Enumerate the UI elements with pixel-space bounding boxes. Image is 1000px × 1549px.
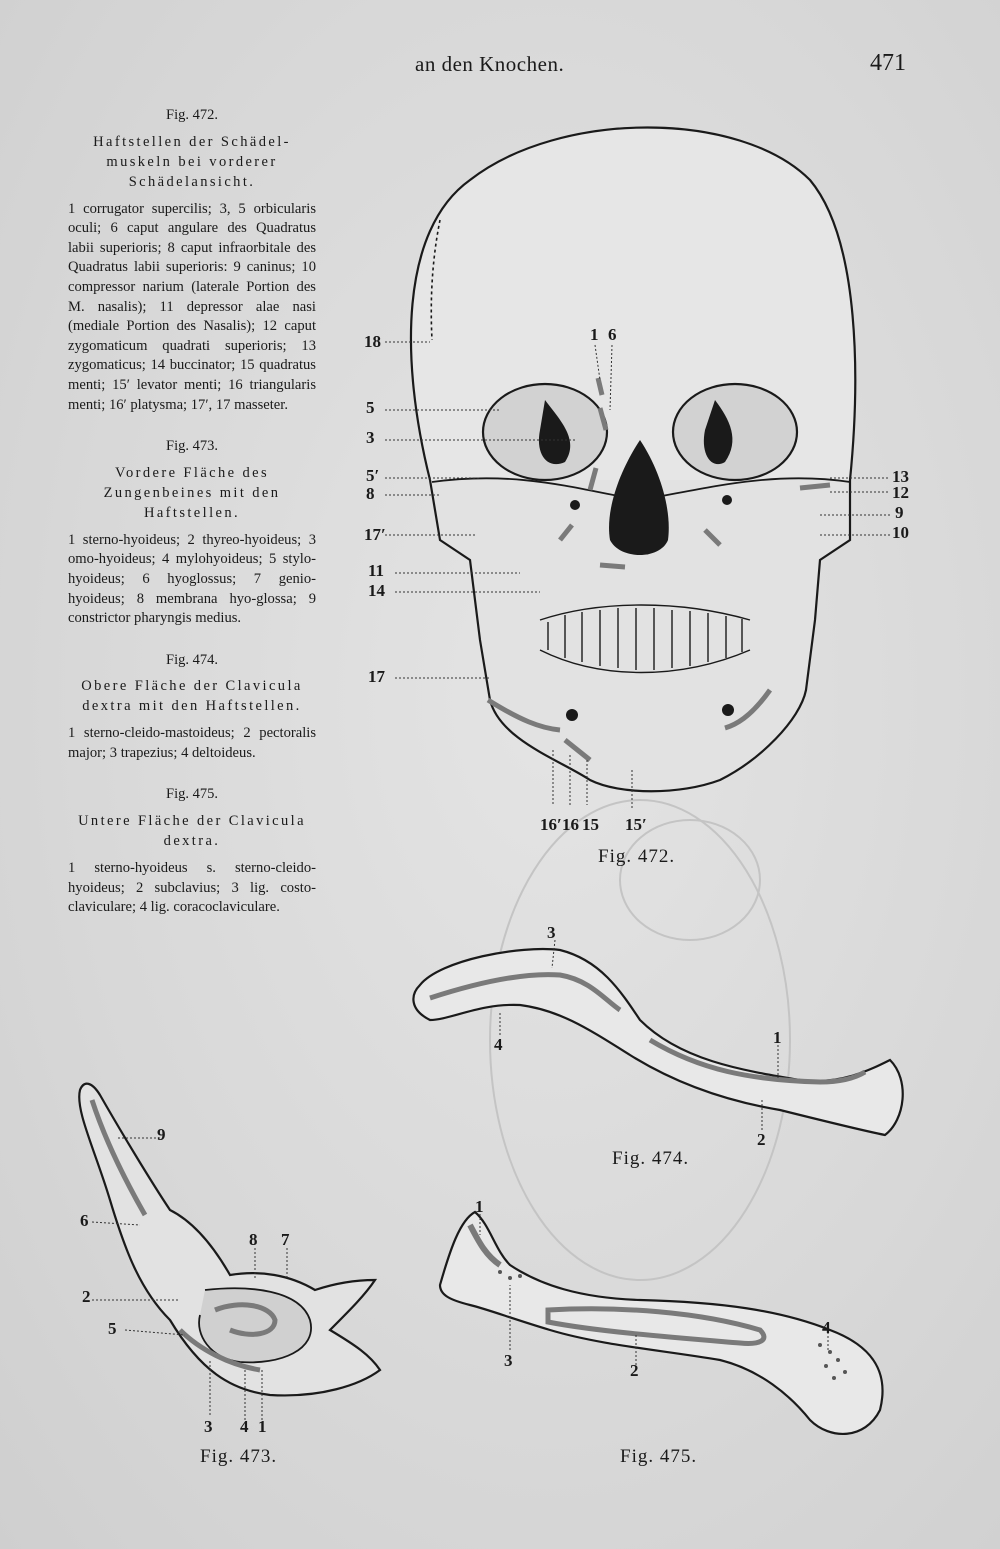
label: 2: [630, 1361, 639, 1380]
caption-body: 1 sterno-hyoideus s. sterno-cleido-hyoideus; 2 subclavius; 3 lig. costo-claviculare; 4 lig. coracoclaviculare.: [68, 860, 316, 916]
label: 3: [204, 1417, 213, 1436]
label: 5′: [366, 466, 380, 485]
label: 6: [608, 325, 617, 344]
caption-figure-number: Fig. 472.: [166, 107, 218, 123]
label: 1: [475, 1197, 484, 1216]
running-title: an den Knochen.: [415, 52, 565, 76]
label: 2: [82, 1287, 91, 1306]
caption-title: Vordere Fläche des Zungenbeines mit den Haftstellen.: [103, 464, 281, 521]
fig-475-caption: Fig. 475.: [620, 1446, 698, 1467]
label: 2: [757, 1130, 766, 1149]
caption-body: 1 sterno-hyoideus; 2 thyreo-hyoideus; 3 omo-hyoideus; 4 mylohyoideus; 5 stylo-hyoideus; 6 hyoglossus; 7 genio-hyoideus; 8 membrana hyo-glossa; 9 constrictor pharyngis medius.: [68, 531, 316, 627]
label: 16′: [540, 815, 562, 834]
label: 11: [368, 561, 385, 580]
label: 5: [108, 1319, 117, 1338]
caption-title: Untere Fläche der Clavicula dextra.: [78, 813, 306, 850]
label: 8: [366, 484, 375, 503]
label: 1: [258, 1417, 267, 1436]
label: 3: [504, 1351, 513, 1370]
label: 9: [157, 1125, 166, 1144]
fig-473-caption: Fig. 473.: [200, 1446, 278, 1467]
label: 1: [773, 1028, 782, 1047]
label: 3: [547, 923, 556, 942]
label: 1: [590, 325, 599, 344]
label: 4: [240, 1417, 249, 1436]
fig-472-caption: Fig. 472.: [598, 846, 676, 867]
label: 17′: [364, 525, 386, 544]
fig-474-clavicle: [413, 923, 902, 1149]
label: 3: [366, 428, 375, 447]
caption-figure-number: Fig. 474.: [166, 651, 218, 668]
caption-figure-number: Fig. 475.: [166, 786, 218, 803]
fig-473-hyoid: [79, 1084, 380, 1436]
label: 13: [892, 467, 909, 486]
label: 4: [822, 1318, 831, 1337]
label: 17: [368, 667, 385, 686]
fig-474-caption: Fig. 474.: [612, 1148, 690, 1169]
label: 8: [249, 1230, 258, 1249]
label: 12: [892, 483, 909, 502]
label: 9: [895, 503, 904, 522]
label: 10: [892, 523, 909, 542]
caption-body: 1 sterno-cleido-mastoideus; 2 pectoralis major; 3 trapezius; 4 deltoideus.: [68, 725, 316, 761]
page-number: 471: [870, 50, 906, 76]
label: 6: [80, 1211, 89, 1230]
label: 7: [281, 1230, 290, 1249]
label: 4: [494, 1035, 503, 1054]
caption-body: 1 corrugator supercilis; 3, 5 orbicularis oculi; 6 caput angulare des Quadratus labii superioris; 8 caput infraorbitale des Quadratus labii superioris: 9 caninus; 10 compressor narium (laterale Portion des M. nasalis); 11 depressor alae nasi (mediale Portion des Nasalis); 12 caput zygomaticum quadrati superioris; 13 zygomaticus; 14 buccinator; 15 quadratus menti; 15′ levator menti; 16 triangularis menti; 16′ platysma; 17′, 17 masseter.: [68, 200, 316, 413]
label: 18: [364, 332, 381, 351]
label: 5: [366, 398, 375, 417]
caption-title: Obere Fläche der Clavicula dextra mit den Haftstellen.: [81, 678, 303, 715]
label: 15: [582, 815, 599, 834]
label: 15′: [625, 815, 647, 834]
fig-475-clavicle: [440, 1197, 883, 1434]
caption-title: Haftstellen der Schädel-muskeln bei vorderer Schädelansicht.: [93, 133, 291, 190]
label: 14: [368, 581, 385, 600]
label: 16: [562, 815, 579, 834]
caption-figure-number: Fig. 473.: [166, 438, 218, 455]
fig-472-skull: [411, 128, 855, 792]
